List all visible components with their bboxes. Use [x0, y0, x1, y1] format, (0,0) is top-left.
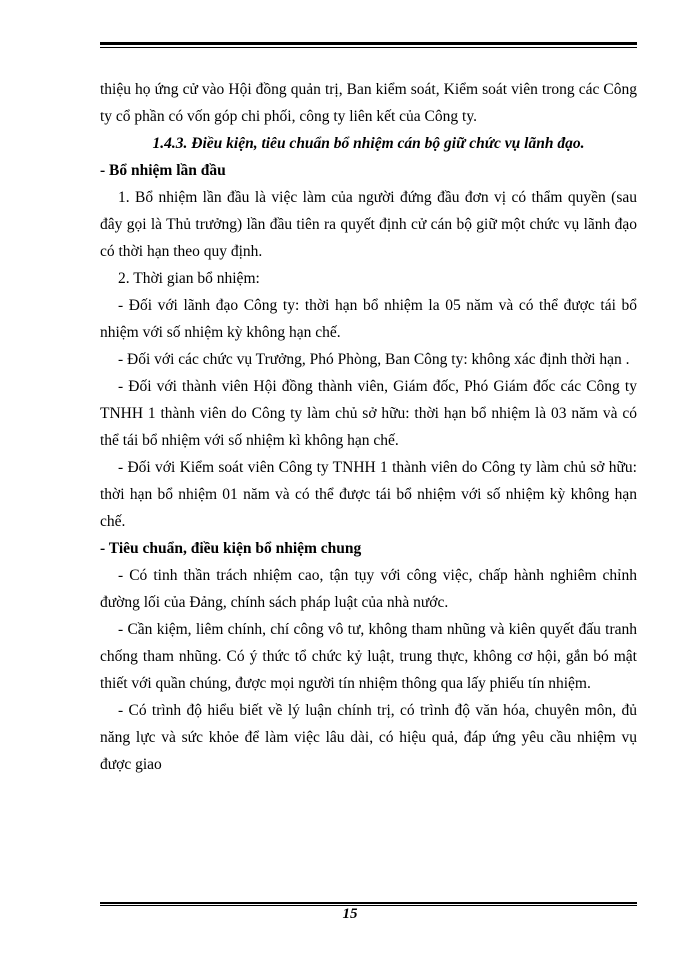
paragraph-continuation: thiệu họ ứng cử vào Hội đồng quản trị, Ban kiểm soát, Kiểm soát viên trong các Công ty cổ phần có vốn góp chi phối, công ty liên kết của Công ty.	[100, 81, 637, 125]
subheading-first-appointment: - Bổ nhiệm lần đầu	[100, 162, 226, 179]
paragraph-term: 2. Thời gian bổ nhiệm:	[118, 270, 260, 287]
list-item-term-leaders: - Đối với lãnh đạo Công ty: thời hạn bổ nhiệm la 05 năm và có thể được tái bổ nhiệm với số nhiệm kỳ không hạn chế.	[100, 297, 637, 341]
subheading-general-criteria: - Tiêu chuẩn, điều kiện bổ nhiệm chung	[100, 540, 362, 557]
list-item-criteria-responsibility: - Có tinh thần trách nhiệm cao, tận tụy với công việc, chấp hành nghiêm chỉnh đường lối của Đảng, chính sách pháp luật của nhà nước.	[100, 567, 637, 611]
list-item-criteria-competence: - Có trình độ hiểu biết về lý luận chính trị, có trình độ văn hóa, chuyên môn, đủ năng lực và sức khỏe để làm việc lâu dài, có hiệu quả, đáp ứng yêu cầu nhiệm vụ được giao	[100, 702, 637, 773]
list-item-criteria-integrity: - Cần kiệm, liêm chính, chí công vô tư, không tham nhũng và kiên quyết đấu tranh chống tham nhũng. Có ý thức tổ chức kỷ luật, trung thực, không cơ hội, gắn bó mật thiết với quần chúng, được mọi người tín nhiệm thông qua lấy phiếu tín nhiệm.	[100, 621, 637, 692]
section-heading: 1.4.3. Điều kiện, tiêu chuẩn bổ nhiệm cán bộ giữ chức vụ lãnh đạo.	[152, 135, 585, 152]
footer-rule-thick	[100, 902, 637, 904]
paragraph-definition: 1. Bổ nhiệm lần đầu là việc làm của người đứng đầu đơn vị có thẩm quyền (sau đây gọi là Thủ trưởng) lần đầu tiên ra quyết định cử cán bộ giữ một chức vụ lãnh đạo có thời hạn theo quy định.	[100, 189, 637, 260]
header-rule-thin	[100, 47, 637, 48]
list-item-term-departments: - Đối với các chức vụ Trưởng, Phó Phòng, Ban Công ty: không xác định thời hạn .	[118, 351, 630, 368]
list-item-term-controllers: - Đối với Kiểm soát viên Công ty TNHH 1 thành viên do Công ty làm chủ sở hữu: thời hạn bổ nhiệm 01 năm và có thể được tái bổ nhiệm với số nhiệm kỳ không hạn chế.	[100, 459, 637, 530]
header-rule-thick	[100, 42, 637, 45]
page-number: 15	[342, 906, 358, 922]
page-body	[100, 76, 637, 778]
list-item-term-members: - Đối với thành viên Hội đồng thành viên, Giám đốc, Phó Giám đốc các Công ty TNHH 1 thành viên do Công ty làm chủ sở hữu: thời hạn bổ nhiệm là 03 năm và có thể tái bổ nhiệm với số nhiệm kì không hạn chế.	[100, 378, 637, 449]
